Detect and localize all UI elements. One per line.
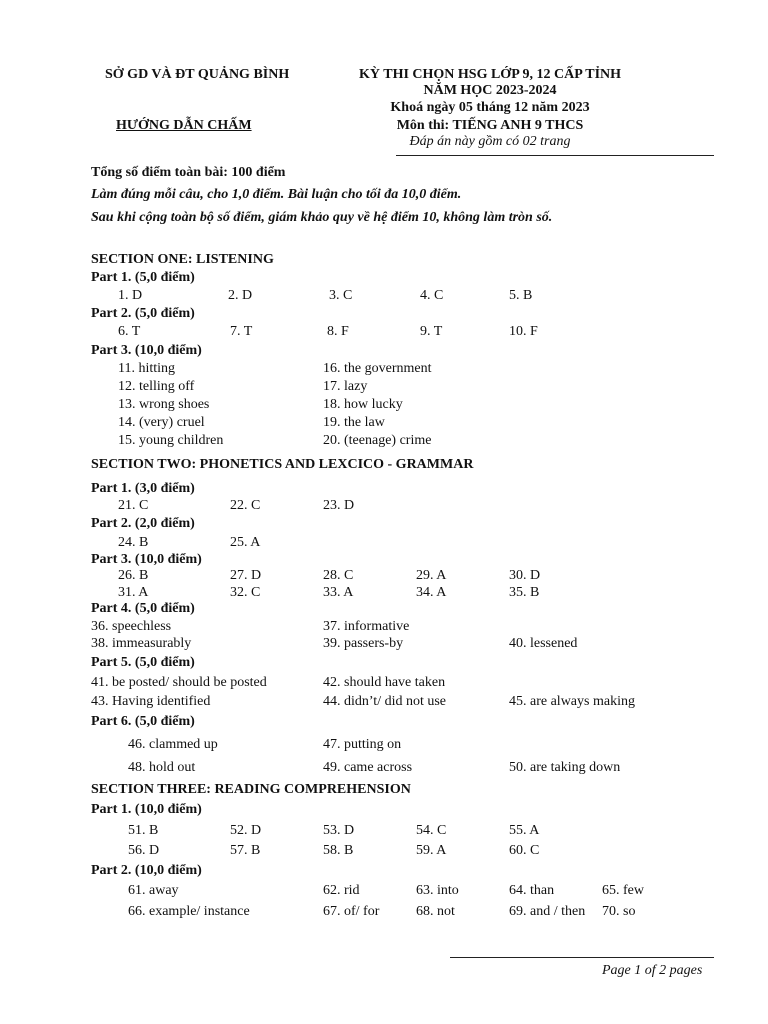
answer: 52. D <box>230 823 262 838</box>
answer: 25. A <box>230 535 261 550</box>
exam-date: Khoá ngày 05 tháng 12 năm 2023 <box>390 100 590 115</box>
answer: 61. away <box>128 883 179 898</box>
footer-divider <box>450 957 714 958</box>
s2-part3-title: Part 3. (10,0 điểm) <box>91 552 202 567</box>
doc-title: HƯỚNG DẪN CHẤM <box>116 118 252 133</box>
page-number: Page 1 of 2 pages <box>602 963 703 978</box>
scoring-rule-2: Sau khi cộng toàn bộ số điểm, giám khảo quy về hệ điểm 10, không làm tròn số. <box>91 210 553 225</box>
answer: 22. C <box>230 498 261 513</box>
answer: 53. D <box>323 823 355 838</box>
answer: 55. A <box>509 823 540 838</box>
answer: 59. A <box>416 843 447 858</box>
answer: 9. T <box>420 324 443 339</box>
answer: 23. D <box>323 498 355 513</box>
exam-title: KỲ THI CHỌN HSG LỚP 9, 12 CẤP TỈNH <box>358 67 622 82</box>
s2-part5-title: Part 5. (5,0 điểm) <box>91 655 195 670</box>
s2-part6-title: Part 6. (5,0 điểm) <box>91 714 195 729</box>
answer: 8. F <box>327 324 349 339</box>
answer: 40. lessened <box>509 636 578 651</box>
answer: 17. lazy <box>323 379 368 394</box>
answer: 3. C <box>329 288 353 303</box>
answer: 48. hold out <box>128 760 196 775</box>
answer: 31. A <box>118 585 149 600</box>
answer: 63. into <box>416 883 459 898</box>
answer: 42. should have taken <box>323 675 446 690</box>
section-two-title: SECTION TWO: PHONETICS AND LEXCICO - GRAMMAR <box>91 457 474 472</box>
page-count-note: Đáp án này gồm có 02 trang <box>409 134 571 149</box>
answer: 70. so <box>602 904 636 919</box>
answer: 21. C <box>118 498 149 513</box>
school-year: NĂM HỌC 2023-2024 <box>423 83 557 98</box>
s1-part1-title: Part 1. (5,0 điểm) <box>91 270 195 285</box>
s2-part1-title: Part 1. (3,0 điểm) <box>91 481 195 496</box>
answer: 69. and / then <box>509 904 586 919</box>
answer: 57. B <box>230 843 261 858</box>
answer: 13. wrong shoes <box>118 397 210 412</box>
answer: 64. than <box>509 883 555 898</box>
section-one-title: SECTION ONE: LISTENING <box>91 252 274 267</box>
answer: 26. B <box>118 568 149 583</box>
answer: 27. D <box>230 568 262 583</box>
answer: 5. B <box>509 288 533 303</box>
total-score: Tổng số điểm toàn bài: 100 điểm <box>91 165 286 180</box>
answer: 51. B <box>128 823 159 838</box>
answer: 43. Having identified <box>91 694 211 709</box>
answer: 18. how lucky <box>323 397 403 412</box>
scoring-rule-1: Làm đúng mỗi câu, cho 1,0 điểm. Bài luận cho tối đa 10,0 điểm. <box>91 187 462 202</box>
answer: 38. immeasurably <box>91 636 192 651</box>
answer: 24. B <box>118 535 149 550</box>
answer: 37. informative <box>323 619 410 634</box>
answer: 67. of/ for <box>323 904 380 919</box>
answer: 14. (very) cruel <box>118 415 205 430</box>
answer: 62. rid <box>323 883 360 898</box>
answer: 65. few <box>602 883 644 898</box>
answer: 4. C <box>420 288 444 303</box>
answer: 66. example/ instance <box>128 904 250 919</box>
answer: 41. be posted/ should be posted <box>91 675 267 690</box>
answer: 10. F <box>509 324 538 339</box>
s2-part4-title: Part 4. (5,0 điểm) <box>91 601 195 616</box>
answer: 19. the law <box>323 415 385 430</box>
answer: 58. B <box>323 843 354 858</box>
answer: 32. C <box>230 585 261 600</box>
answer: 45. are always making <box>509 694 635 709</box>
subject: Môn thi: TIẾNG ANH 9 THCS <box>396 118 584 133</box>
answer: 7. T <box>230 324 253 339</box>
answer: 2. D <box>228 288 253 303</box>
answer: 15. young children <box>118 433 224 448</box>
answer: 11. hitting <box>118 361 176 376</box>
answer: 50. are taking down <box>509 760 621 775</box>
answer: 30. D <box>509 568 541 583</box>
s1-part2-title: Part 2. (5,0 điểm) <box>91 306 195 321</box>
org-name: SỞ GD VÀ ĐT QUẢNG BÌNH <box>105 67 290 82</box>
section-three-title: SECTION THREE: READING COMPREHENSION <box>91 782 411 797</box>
s1-part3-title: Part 3. (10,0 điểm) <box>91 343 202 358</box>
answer: 28. C <box>323 568 354 583</box>
answer: 1. D <box>118 288 143 303</box>
answer: 36. speechless <box>91 619 172 634</box>
answer: 44. didn’t/ did not use <box>323 694 447 709</box>
header-divider <box>396 155 714 156</box>
answer: 20. (teenage) crime <box>323 433 432 448</box>
answer: 49. came across <box>323 760 413 775</box>
answer: 47. putting on <box>323 737 402 752</box>
answer: 46. clammed up <box>128 737 218 752</box>
s2-part2-title: Part 2. (2,0 điểm) <box>91 516 195 531</box>
answer: 39. passers-by <box>323 636 404 651</box>
answer: 6. T <box>118 324 141 339</box>
answer: 12. telling off <box>118 379 195 394</box>
answer: 54. C <box>416 823 447 838</box>
answer: 16. the government <box>323 361 432 376</box>
answer: 35. B <box>509 585 540 600</box>
answer: 33. A <box>323 585 354 600</box>
answer: 29. A <box>416 568 447 583</box>
s3-part2-title: Part 2. (10,0 điểm) <box>91 863 202 878</box>
answer: 60. C <box>509 843 540 858</box>
answer: 34. A <box>416 585 447 600</box>
s3-part1-title: Part 1. (10,0 điểm) <box>91 802 202 817</box>
answer: 56. D <box>128 843 160 858</box>
answer: 68. not <box>416 904 455 919</box>
